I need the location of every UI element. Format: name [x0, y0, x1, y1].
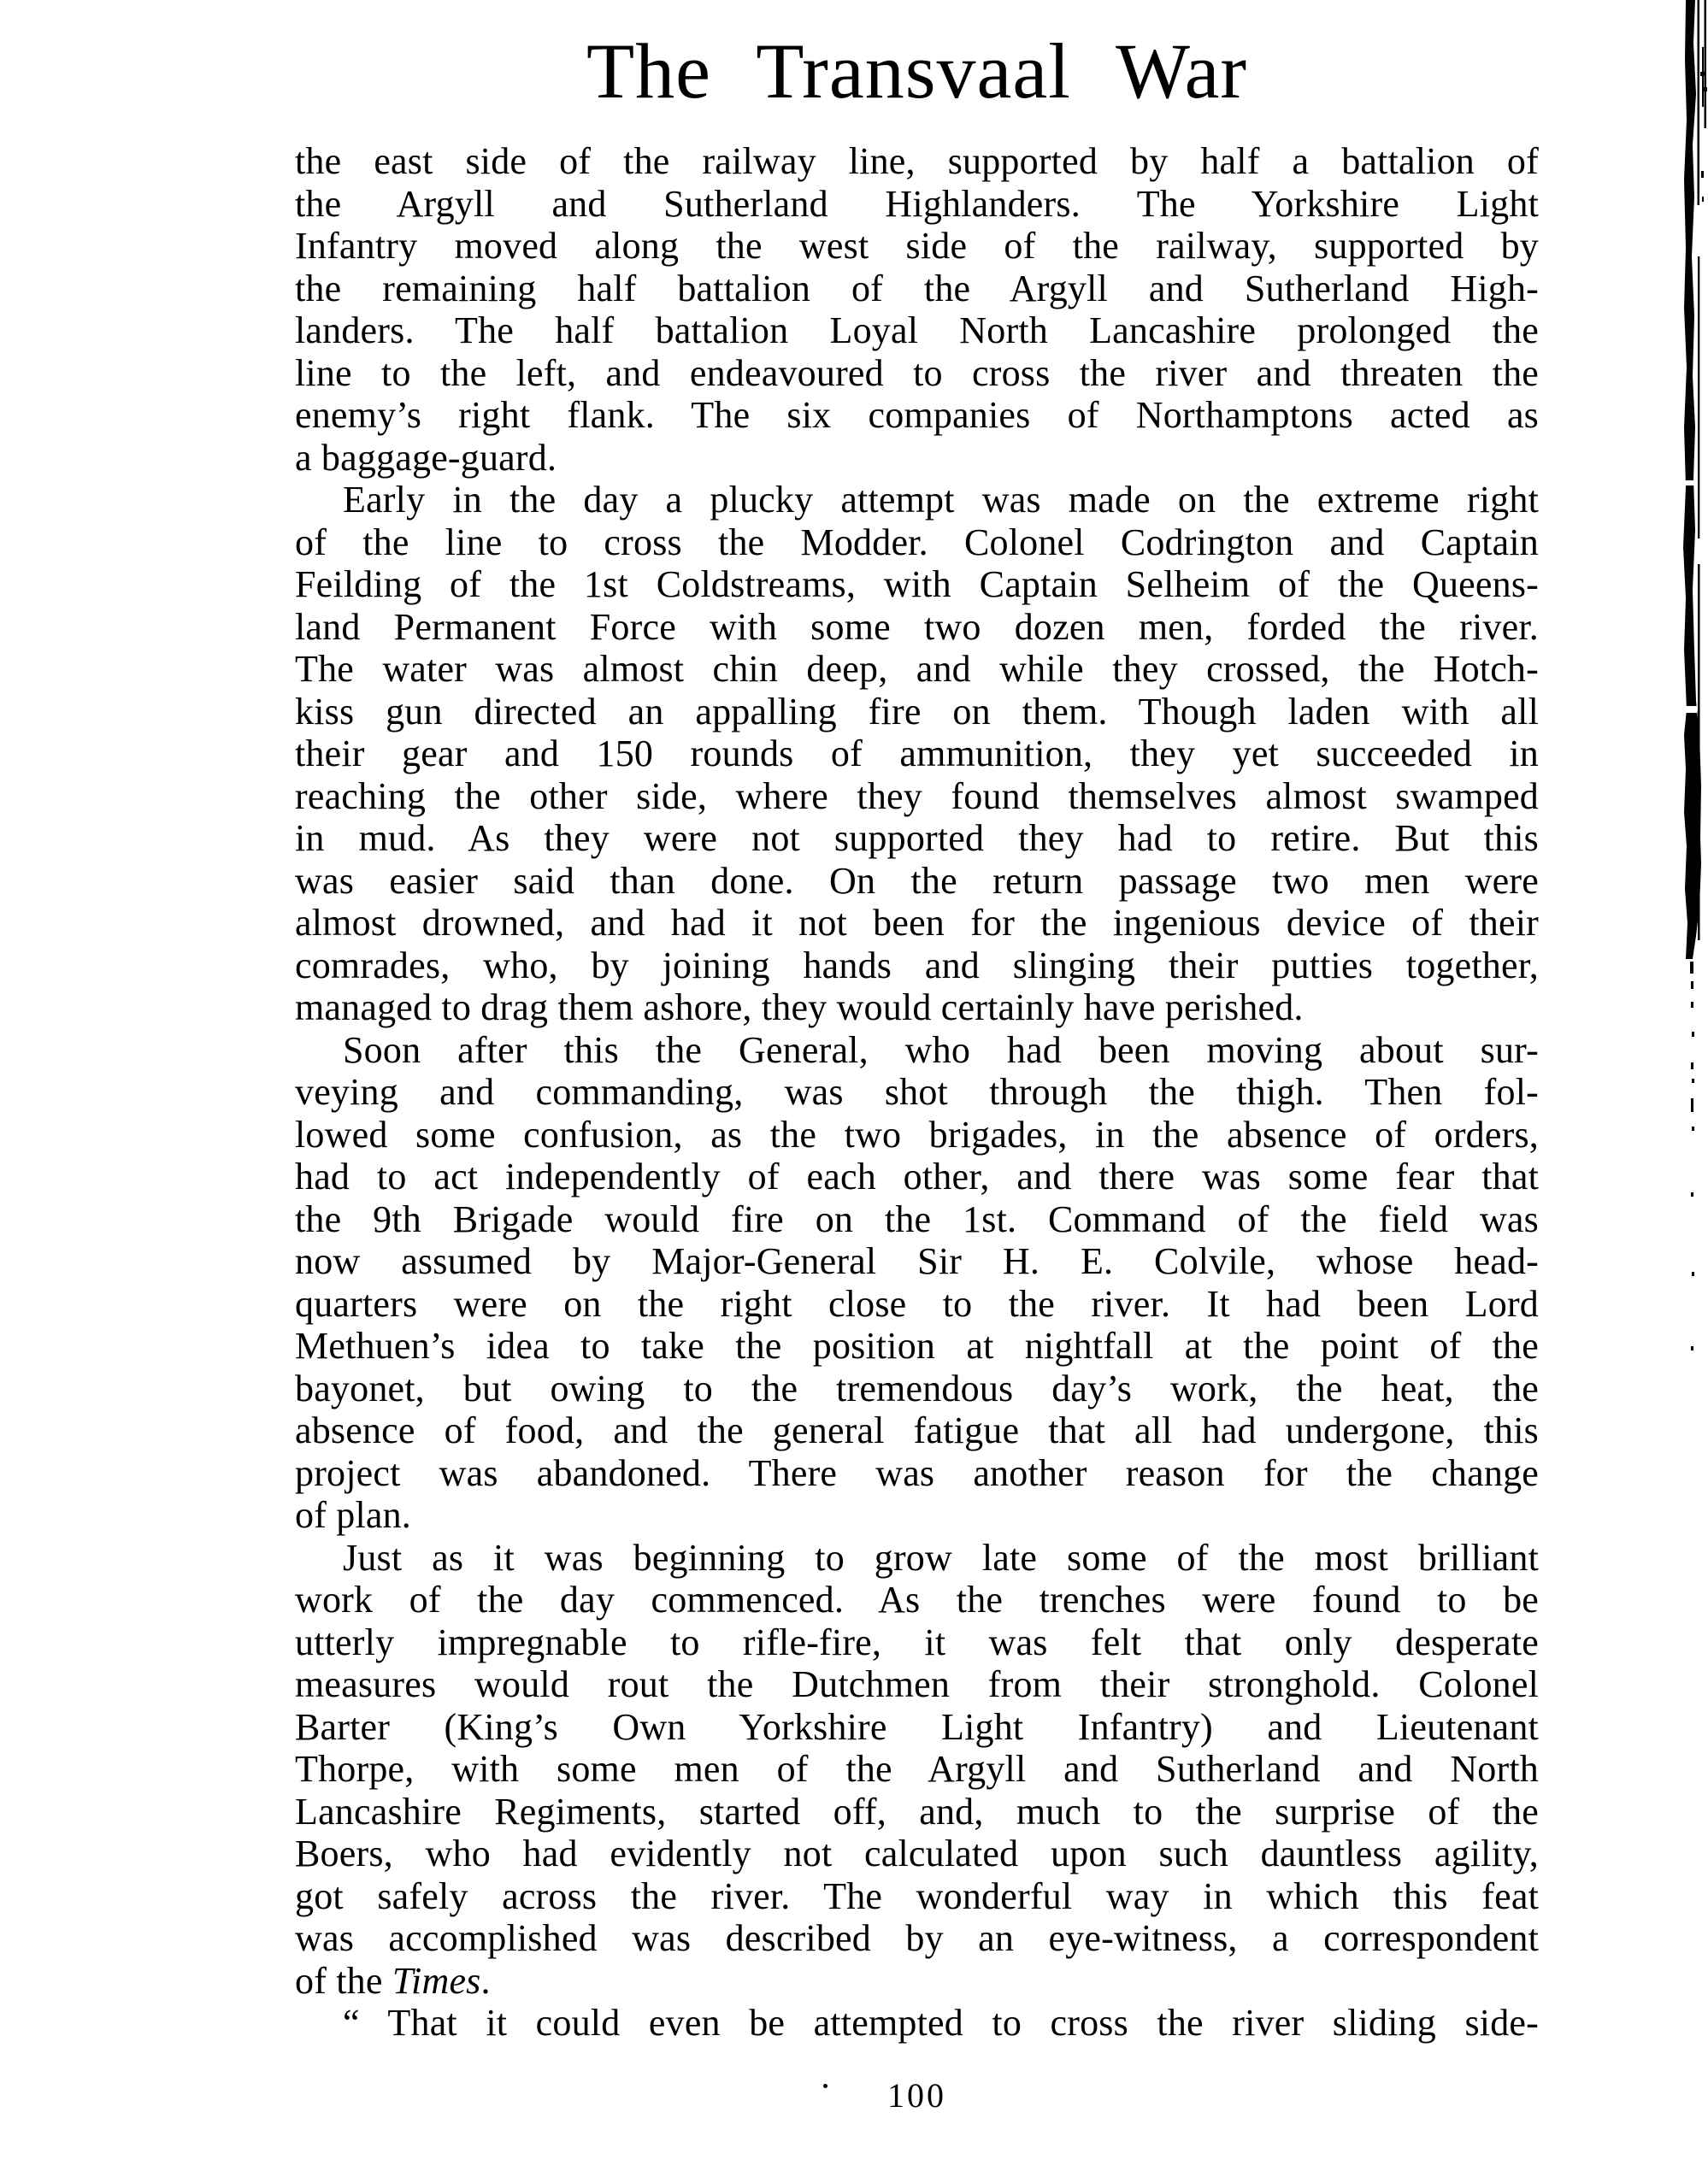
text-line: the east side of the railway line, supported by half a battalion of — [295, 140, 1539, 182]
page-title: The Transvaal War — [586, 27, 1248, 115]
text-line: their gear and 150 rounds of ammunition, they yet succeeded in — [295, 733, 1539, 774]
text-line: Feilding of the 1st Coldstreams, with Captain Selheim of the Queens- — [295, 563, 1539, 605]
text-line: absence of food, and the general fatigue that all had undergone, this — [295, 1409, 1539, 1451]
text-line: Barter (King’s Own Yorkshire Light Infantry) and Lieutenant — [295, 1705, 1539, 1748]
text-line: almost drowned, and had it not been for the ingenious device of their — [295, 902, 1539, 944]
scan-binding-artifact — [1667, 0, 1708, 2183]
text-line: landers. The half battalion Loyal North Lancashire prolonged the — [295, 309, 1539, 351]
text-line: in mud. As they were not supported they had to retire. But this — [295, 817, 1539, 859]
text-block — [295, 140, 1539, 2045]
paragraph — [295, 1029, 1539, 1537]
text-line: “ That it could even be attempted to cross the river sliding side- — [343, 2002, 1539, 2044]
text-line: Soon after this the General, who had been moving about sur- — [343, 1028, 1539, 1071]
text-line: work of the day commenced. As the trenches were found to be — [295, 1579, 1539, 1621]
text-line: reaching the other side, where they found themselves almost swamped — [295, 774, 1539, 817]
paragraph — [295, 1537, 1539, 2003]
text-line: the remaining half battalion of the Argyll and Sutherland High- — [295, 267, 1539, 309]
paragraph — [295, 140, 1539, 479]
text-line: Just as it was beginning to grow late some of the most brilliant — [343, 1536, 1539, 1579]
text-line: veying and commanding, was shot through the thigh. Then fol- — [295, 1071, 1539, 1113]
text-line: utterly impregnable to rifle-fire, it was felt that only desperate — [295, 1621, 1539, 1663]
paragraph — [295, 479, 1539, 1029]
text-line: bayonet, but owing to the tremendous day’s work, the heat, the — [295, 1367, 1539, 1409]
text-line: kiss gun directed an appalling fire on them. Though laden with all — [295, 690, 1539, 733]
text-line: was easier said than done. On the return passage two men were — [295, 859, 1539, 902]
text-line: was accomplished was described by an eye-witness, a correspondent — [295, 1917, 1539, 1959]
text-line: Infantry moved along the west side of the railway, supported by — [295, 225, 1539, 267]
text-line: the 9th Brigade would fire on the 1st. Command of the field was — [295, 1197, 1539, 1240]
text-line: quarters were on the right close to the river. It had been Lord — [295, 1282, 1539, 1325]
text-line: Boers, who had evidently not calculated upon such dauntless agility, — [295, 1833, 1539, 1874]
text-line: of the line to cross the Modder. Colonel Codrington and Captain — [295, 521, 1539, 563]
text-line: enemy’s right flank. The six companies of Northamptons acted as — [295, 394, 1539, 436]
text-line: of the Times. — [295, 1959, 491, 2002]
text-line: got safely across the river. The wonderful way in which this feat — [295, 1874, 1539, 1917]
text-line: comrades, who, by joining hands and slinging their putties together, — [295, 944, 1539, 986]
text-line: Thorpe, with some men of the Argyll and Sutherland and North — [295, 1748, 1539, 1790]
text-line: managed to drag them ashore, they would certainly have perished. — [295, 986, 1304, 1028]
text-line: had to act independently of each other, and there was some fear that — [295, 1156, 1539, 1197]
text-line: line to the left, and endeavoured to cross the river and threaten the — [295, 351, 1539, 394]
scan-speck — [823, 2084, 827, 2088]
page-number: 100 — [887, 2076, 946, 2115]
text-line: now assumed by Major-General Sir H. E. Colvile, whose head- — [295, 1240, 1539, 1282]
text-line: Methuen’s idea to take the position at nightfall at the point of the — [295, 1325, 1539, 1367]
text-line: lowed some confusion, as the two brigades, in the absence of orders, — [295, 1113, 1539, 1156]
text-line: The water was almost chin deep, and while they crossed, the Hotch- — [295, 648, 1539, 690]
text-line: a baggage-guard. — [295, 436, 557, 479]
text-line: land Permanent Force with some two dozen men, forded the river. — [295, 605, 1539, 648]
text-line: Lancashire Regiments, started off, and, much to the surprise of the — [295, 1790, 1539, 1833]
text-line: Early in the day a plucky attempt was made on the extreme right — [343, 479, 1539, 521]
paragraph — [295, 2002, 1539, 2045]
text-line: measures would rout the Dutchmen from their stronghold. Colonel — [295, 1663, 1539, 1705]
text-line: of plan. — [295, 1494, 412, 1536]
text-line: project was abandoned. There was another reason for the change — [295, 1451, 1539, 1494]
text-line: the Argyll and Sutherland Highlanders. The Yorkshire Light — [295, 182, 1539, 225]
